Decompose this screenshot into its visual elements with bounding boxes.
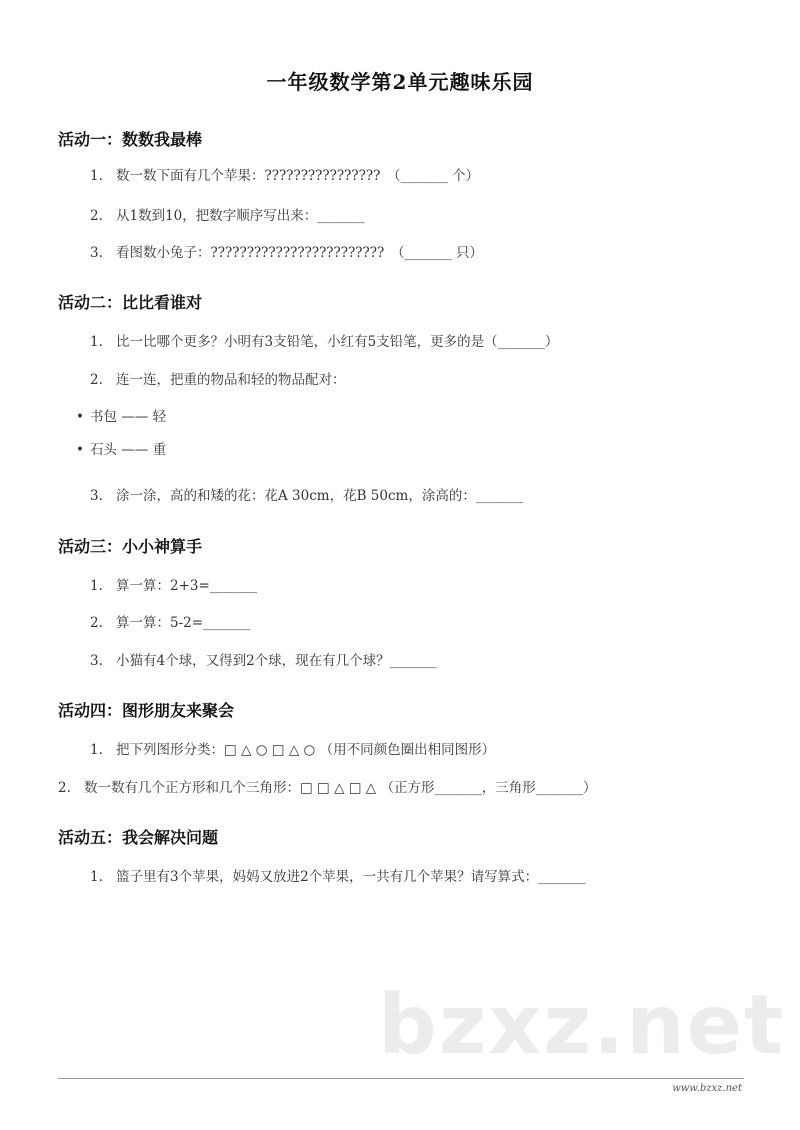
activity-1-heading: 活动一：数数我最棒 — [58, 130, 203, 149]
item-number: 2. — [90, 372, 103, 388]
bullet-text: 书包 —— 轻 — [90, 409, 167, 425]
item-number: 1. — [90, 334, 103, 350]
item-number: 2. — [90, 615, 103, 631]
item-text: 篮子里有3个苹果，妈妈又放进2个苹果，一共有几个苹果？请写算式：_______ — [116, 869, 586, 885]
item-number: 3. — [90, 653, 103, 669]
activity-2-item-3 — [90, 484, 523, 504]
item-text: 把下列图形分类：□ △ ○ □ △ ○ （用不同颜色圈出相同图形） — [116, 742, 496, 758]
activity-2-heading: 活动二：比比看谁对 — [58, 293, 203, 312]
footer-divider — [58, 1078, 744, 1079]
footer-url: www.bzxz.net — [672, 1083, 742, 1094]
item-text: 算一算：2+3=_______ — [116, 578, 258, 594]
item-text: 小猫有4个球，又得到2个球，现在有几个球？_______ — [116, 653, 437, 669]
activity-5-item-1 — [90, 865, 585, 885]
item-number: 2. — [58, 780, 71, 796]
activity-4-item-1 — [90, 738, 495, 758]
item-number: 1. — [90, 742, 103, 758]
bullet-dot: • — [76, 409, 84, 425]
activity-3-item-3 — [90, 649, 437, 669]
item-text: 看图数小兔子：???????????????????????? （_______ 只） — [116, 245, 483, 261]
item-text: 数一数有几个正方形和几个三角形：□ □ △ □ △ （正方形_______，三角形_______） — [84, 780, 597, 796]
item-number: 1. — [90, 869, 103, 885]
activity-1-item-3 — [90, 241, 483, 261]
activity-3-item-2 — [90, 611, 250, 631]
item-number: 1. — [90, 578, 103, 594]
activity-4-item-2 — [58, 776, 597, 796]
item-text: 连一连，把重的物品和轻的物品配对： — [116, 372, 346, 388]
activity-2-item-1 — [90, 330, 558, 350]
item-text: 从1数到10，把数字顺序写出来：_______ — [116, 208, 365, 224]
activity-4-heading: 活动四：图形朋友来聚会 — [58, 701, 235, 720]
bullet-text: 石头 —— 重 — [90, 442, 167, 458]
item-text: 算一算：5-2=_______ — [116, 615, 251, 631]
item-number: 3. — [90, 488, 103, 504]
activity-2-item-2 — [90, 368, 346, 388]
bullet-dot: • — [76, 442, 84, 458]
activity-5-heading: 活动五：我会解决问题 — [58, 828, 219, 847]
item-text: 数一数下面有几个苹果：???????????????? （_______ 个） — [116, 168, 480, 184]
activity-1-item-1 — [90, 164, 479, 184]
page-title: 一年级数学第2单元趣味乐园 — [266, 70, 534, 94]
bullet-item — [76, 438, 166, 458]
activity-3-item-1 — [90, 574, 257, 594]
item-text: 涂一涂，高的和矮的花：花A 30cm，花B 50cm，涂高的：_______ — [116, 488, 524, 504]
item-text: 比一比哪个更多？小明有3支铅笔，小红有5支铅笔，更多的是（_______） — [116, 334, 559, 350]
item-number: 1. — [90, 168, 103, 184]
activity-3-heading: 活动三：小小神算手 — [58, 537, 203, 556]
item-number: 2. — [90, 208, 103, 224]
activity-1-item-2 — [90, 204, 365, 224]
watermark: bzxz.net — [378, 978, 786, 1073]
bullet-item — [76, 405, 166, 425]
item-number: 3. — [90, 245, 103, 261]
